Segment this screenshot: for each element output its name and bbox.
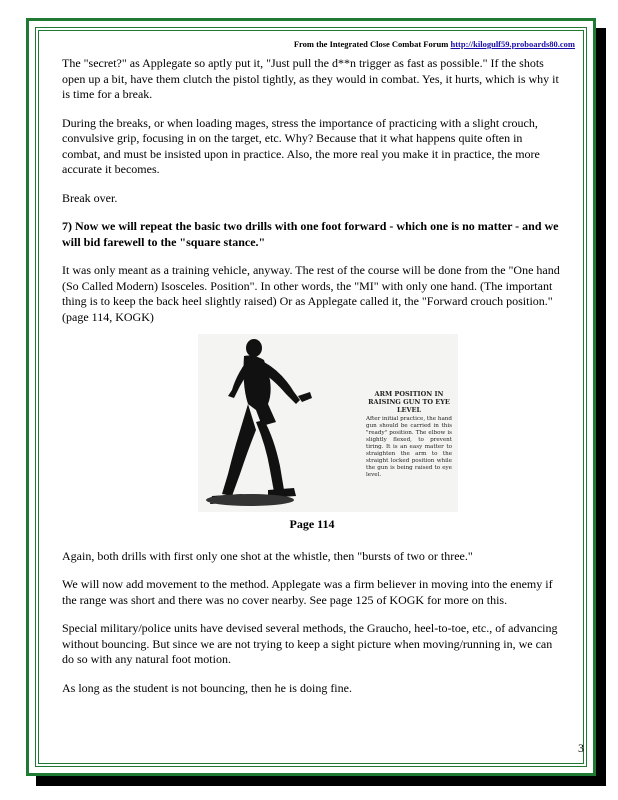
paragraph-bouncing: As long as the student is not bouncing, then he is doing fine. xyxy=(62,680,352,695)
paragraph-training-vehicle: It was only meant as a training vehicle, anyway. The rest of the course will be done from the "One hand (So Called Modern) Isosceles. Position". In other words, the "MI" with only one hand. (The important thing is to keep the back heel slightly raised) Or as Applegate called it, the "Forward crouch position." (page 114, KOGK) xyxy=(62,263,560,324)
figure-text: After initial practice, the hand gun should be carried in this "ready" position. The elbow is slightly flexed, to prevent tiring. It is an easy matter to straighten the arm to the straight locked position while the gun is being raised to eye level. xyxy=(366,416,452,478)
paragraph-again: Again, both drills with first only one shot at the whistle, then "bursts of two or three." xyxy=(62,548,473,563)
paragraph-secret: The "secret?" as Applegate so aptly put it, "Just pull the d**n trigger as fast as possible." If the shots open up a bit, have them clutch the pistol tightly, as they would in combat. Yes, it hurts, which is why it is time for a break. xyxy=(62,56,559,101)
paragraph-step-7: 7) Now we will repeat the basic two drills with one foot forward - which one is no matter - and we will bid farewell to the "square stance." xyxy=(62,219,559,249)
document-body xyxy=(62,56,562,709)
figure-title: ARM POSITION IN RAISING GUN TO EYE LEVEL xyxy=(368,390,450,414)
forum-link[interactable]: http://kilogulf59.proboards80.com xyxy=(450,39,575,49)
shooter-illustration xyxy=(198,334,358,512)
page-number: 3 xyxy=(578,741,584,755)
forum-header xyxy=(29,39,575,49)
figure-arm-position xyxy=(198,334,458,512)
paragraph-breaks: During the breaks, or when loading mages, stress the importance of practicing with a slight crouch, convulsive grip, focusing in on the target, etc. Why? Because that it what happens quite often in combat, and must be insisted upon in practice. Also, the more real you make it in practice, the more accurate it becomes. xyxy=(62,115,540,176)
figure-label: Page 114 xyxy=(289,517,335,531)
paragraph-break-over: Break over. xyxy=(62,190,118,205)
paragraph-special-units: Special military/police units have devised several methods, the Graucho, heel-to-toe, etc., of advancing without bouncing. But since we are not trying to keep a sight picture when moving/running in, we can do so with any natural foot motion. xyxy=(62,621,558,666)
figure-caption xyxy=(366,390,452,479)
paragraph-movement: We will now add movement to the method. Applegate was a firm believer in moving into the enemy if the range was short and there was no cover nearby. See page 125 of KOGK for more on this. xyxy=(62,577,553,607)
header-prefix: From the Integrated Close Combat Forum xyxy=(293,39,449,49)
